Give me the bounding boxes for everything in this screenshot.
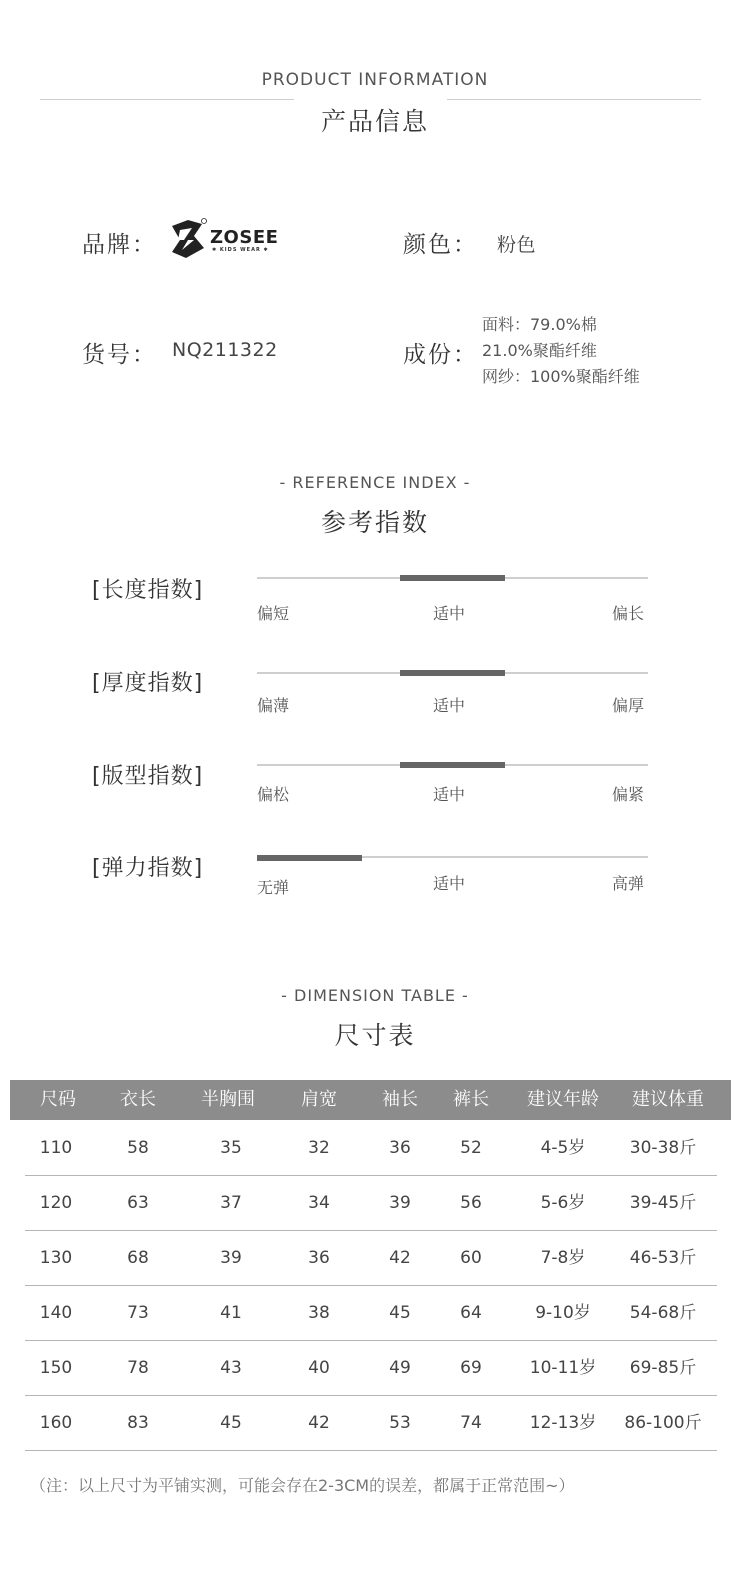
- brand-logo-subtext: ✱ KIDS WEAR ✱: [212, 247, 269, 253]
- table-cell: 38: [308, 1303, 330, 1323]
- ref-length-indicator: [400, 575, 505, 581]
- table-header-cell: 建议年龄: [527, 1089, 599, 1110]
- ref-thickness-middle: 适中: [433, 696, 466, 715]
- table-row: [25, 1121, 717, 1176]
- table-cell: 32: [308, 1138, 330, 1158]
- table-row: [25, 1286, 717, 1341]
- ref-elasticity-name: [弹力指数]: [92, 856, 204, 881]
- ref-thickness-indicator: [400, 670, 505, 676]
- table-cell: 49: [389, 1358, 411, 1378]
- table-header-cell: 袖长: [382, 1089, 418, 1110]
- table-header-cell: 半胸围: [201, 1089, 255, 1110]
- composition-label: 成份：: [403, 342, 478, 368]
- reference-heading-en: - REFERENCE INDEX -: [279, 473, 471, 492]
- dimension-heading-cn: 尺寸表: [334, 1021, 416, 1050]
- ref-fit-right: 偏紧: [612, 785, 645, 804]
- table-cell: 42: [308, 1413, 330, 1433]
- composition-line: 面料：79.0%棉: [482, 315, 597, 334]
- ref-thickness-name: [厚度指数]: [92, 671, 204, 696]
- table-row: [25, 1341, 717, 1396]
- table-header-cell: 尺码: [40, 1089, 76, 1110]
- table-cell: 9-10岁: [535, 1303, 591, 1323]
- table-header-cell: 衣长: [120, 1089, 156, 1110]
- ref-fit-middle: 适中: [433, 785, 466, 804]
- brand-logo-text: ZOSEE: [210, 227, 279, 248]
- product-info-heading-en: PRODUCT INFORMATION: [261, 70, 489, 90]
- ref-length-right: 偏长: [612, 604, 645, 623]
- table-header-cell: 肩宽: [301, 1089, 337, 1110]
- table-cell: 36: [389, 1138, 411, 1158]
- table-cell: 69: [460, 1358, 482, 1378]
- table-cell: 30-38斤: [629, 1138, 697, 1158]
- product-info-heading-cn: 产品信息: [320, 107, 429, 136]
- table-cell: 37: [220, 1193, 242, 1213]
- table-cell: 39: [389, 1193, 411, 1213]
- table-cell: 83: [127, 1413, 149, 1433]
- table-cell: 52: [460, 1138, 482, 1158]
- table-cell: 34: [308, 1193, 330, 1213]
- table-cell: 10-11岁: [529, 1358, 597, 1378]
- ref-length-middle: 适中: [433, 604, 466, 623]
- table-cell: 45: [389, 1303, 411, 1323]
- ref-length-left: 偏短: [257, 604, 290, 623]
- table-cell: 39: [220, 1248, 242, 1268]
- table-row: [25, 1176, 717, 1231]
- brand-logo: [168, 218, 278, 262]
- sku-value: NQ211322: [172, 339, 278, 361]
- table-cell: 60: [460, 1248, 482, 1268]
- table-cell: 69-85斤: [629, 1358, 697, 1378]
- ref-elasticity-middle: 适中: [433, 874, 466, 893]
- ref-thickness-right: 偏厚: [612, 696, 645, 715]
- table-cell: 74: [460, 1413, 482, 1433]
- table-cell: 140: [39, 1303, 73, 1323]
- heading-divider-left: [40, 99, 294, 100]
- ref-length-name: [长度指数]: [92, 578, 204, 603]
- composition-list: [482, 312, 640, 390]
- table-cell: 86-100斤: [624, 1413, 702, 1433]
- table-cell: 41: [220, 1303, 242, 1323]
- table-cell: 150: [39, 1358, 73, 1378]
- composition-line: 网纱：100%聚酯纤维: [482, 367, 640, 386]
- table-cell: 54-68斤: [629, 1303, 697, 1323]
- table-header-cell: 建议体重: [632, 1089, 704, 1110]
- table-cell: 43: [220, 1358, 242, 1378]
- heading-divider-right: [447, 99, 701, 100]
- table-cell: 12-13岁: [529, 1413, 597, 1433]
- table-cell: 64: [460, 1303, 482, 1323]
- table-cell: 160: [39, 1413, 73, 1433]
- ref-elasticity-indicator: [257, 855, 362, 861]
- table-row: [25, 1231, 717, 1286]
- table-cell: 63: [127, 1193, 149, 1213]
- table-row: [25, 1396, 717, 1451]
- table-cell: 130: [39, 1248, 73, 1268]
- table-cell: 73: [127, 1303, 149, 1323]
- table-header: [10, 1080, 731, 1120]
- composition-line: 21.0%聚酯纤维: [482, 341, 597, 360]
- table-cell: 56: [460, 1193, 482, 1213]
- brand-label: 品牌：: [82, 232, 157, 258]
- table-cell: 5-6岁: [540, 1193, 586, 1213]
- table-cell: 35: [220, 1138, 242, 1158]
- table-cell: 78: [127, 1358, 149, 1378]
- ref-fit-name: [版型指数]: [92, 764, 204, 789]
- ref-fit-left: 偏松: [257, 785, 290, 804]
- table-cell: 110: [39, 1138, 73, 1158]
- zosee-logo-icon: [168, 218, 208, 262]
- table-cell: 7-8岁: [540, 1248, 586, 1268]
- dimension-heading-en: - DIMENSION TABLE -: [281, 986, 469, 1005]
- table-cell: 68: [127, 1248, 149, 1268]
- color-label: 颜色：: [403, 232, 478, 258]
- ref-fit-indicator: [400, 762, 505, 768]
- ref-elasticity-left: 无弹: [257, 878, 290, 897]
- reference-heading-cn: 参考指数: [320, 508, 429, 537]
- table-cell: 42: [389, 1248, 411, 1268]
- table-cell: 58: [127, 1138, 149, 1158]
- table-cell: 39-45斤: [629, 1193, 697, 1213]
- ref-elasticity-right: 高弹: [612, 874, 645, 893]
- table-cell: 45: [220, 1413, 242, 1433]
- table-cell: 53: [389, 1413, 411, 1433]
- table-cell: 40: [308, 1358, 330, 1378]
- table-cell: 46-53斤: [629, 1248, 697, 1268]
- table-note: （注：以上尺寸为平铺实测，可能会存在2-3CM的误差，都属于正常范围~）: [30, 1476, 575, 1495]
- table-cell: 120: [39, 1193, 73, 1213]
- table-cell: 4-5岁: [540, 1138, 586, 1158]
- ref-thickness-left: 偏薄: [257, 696, 290, 715]
- table-header-cell: 裤长: [453, 1089, 489, 1110]
- table-cell: 36: [308, 1248, 330, 1268]
- color-value: 粉色: [497, 234, 537, 256]
- sku-label: 货号：: [82, 342, 157, 368]
